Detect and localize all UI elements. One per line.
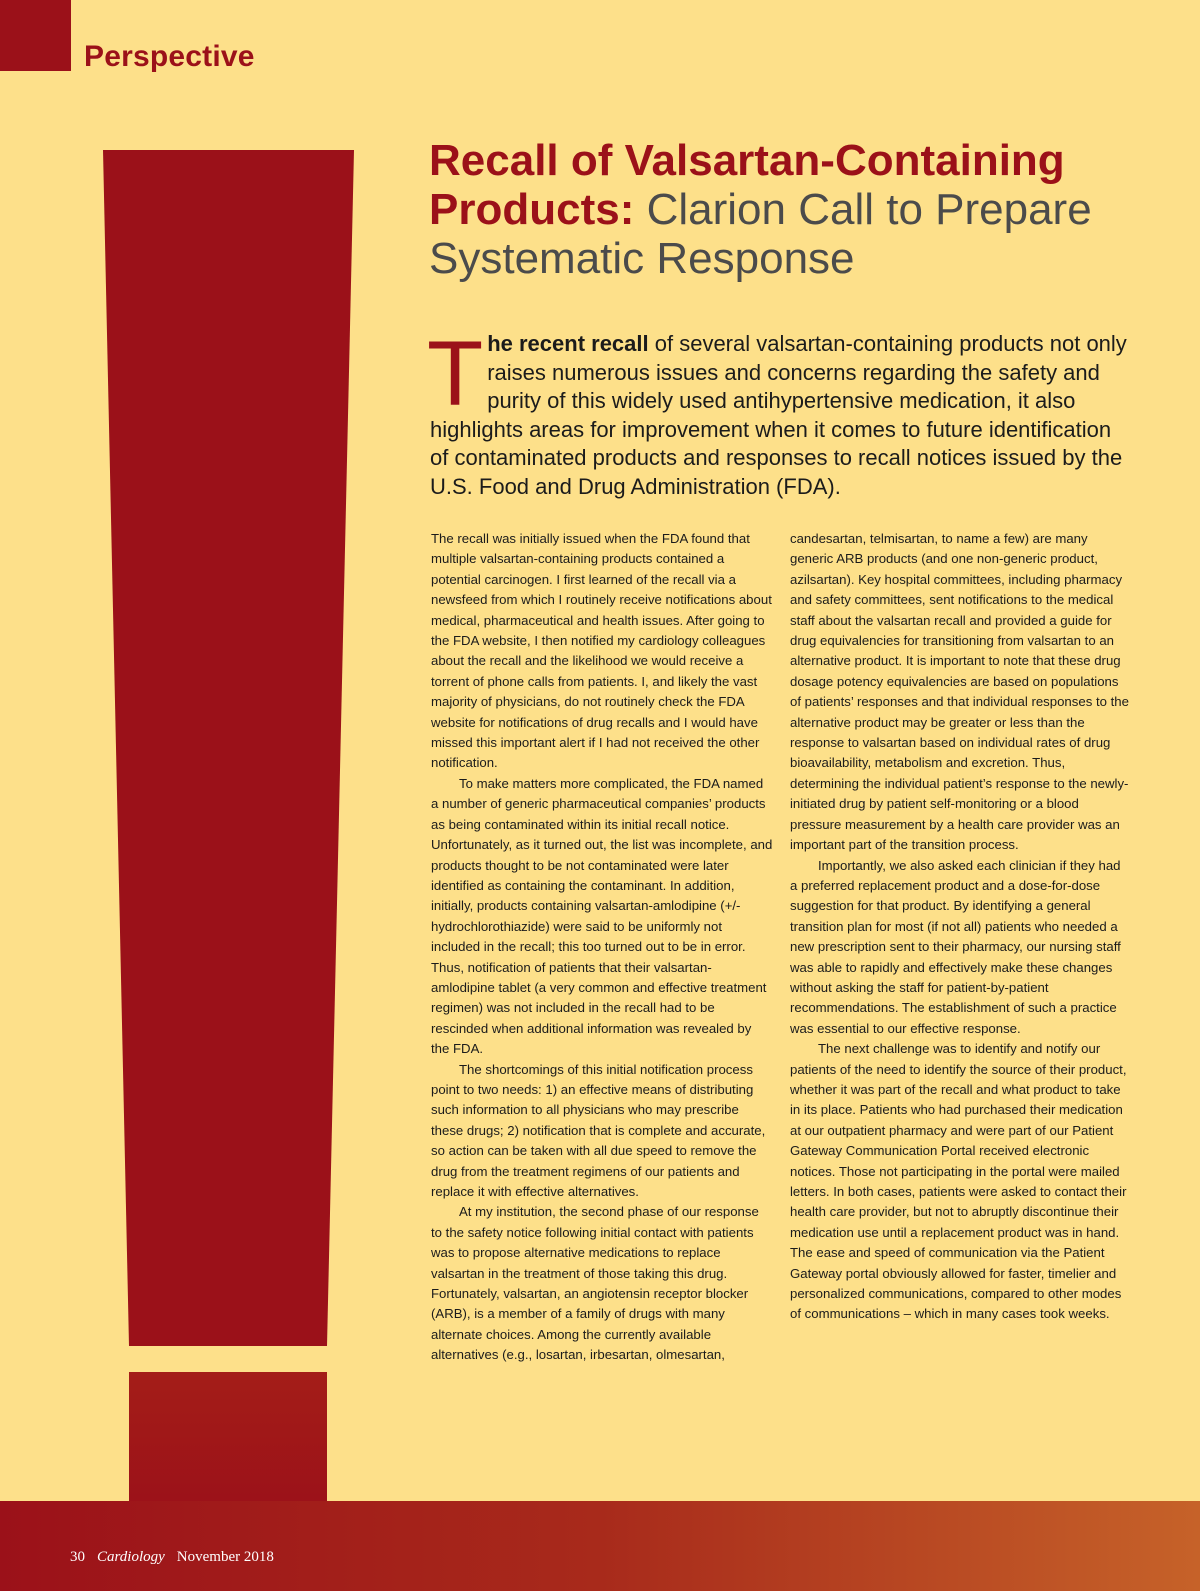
- body-paragraph: The next challenge was to identify and notify our patients of the need to identify the source of their product, whether it was part of the recall and what product to take in its place. Patients who had purchased their medication at our outpatient pharmacy and were part of our Patient Gateway Communication Portal received electronic notices. Those not participating in the portal were mailed letters. In both cases, patients were asked to contact their health care provider, but not to abruptly discontinue their medication use until a replacement product was in hand. The ease and speed of communication via the Patient Gateway portal obviously allowed for faster, timelier and personalized communications, compared to other modes of communications – which in many cases took weeks.: [790, 1041, 1127, 1322]
- body-paragraph: The recall was initially issued when the FDA found that multiple valsartan-containing products contained a potential carcinogen. I first learned of the recall via a newsfeed from which I routinely receive notifications about medical, pharmaceutical and health issues. After going to the FDA website, I then notified my cardiology colleagues about the recall and the likelihood we would receive a torrent of phone calls from patients. I, and likely the vast majority of physicians, do not routinely check the FDA website for notifications of drug recalls and I would have missed this important alert if I had not received the other notification.: [431, 531, 772, 771]
- article-title-subtitle: Clarion Call to Prepare Systematic Response: [429, 185, 1092, 283]
- footer-band: [0, 1501, 1200, 1591]
- body-paragraph: To make matters more complicated, the FDA named a number of generic pharmaceutical companies’ products as being contaminated within its initial recall notice. Unfortunately, as it turned out, the list was incomplete, and products thought to be not contaminated were later identified as containing the contaminant. In addition, initially, products containing valsartan-amlodipine (+/- hydrochlorothiazide) were said to be uniformly not included in the recall; this too turned out to be in error. Thus, notification of patients that their valsartan-amlodipine tablet (a very common and effective treatment regimen) was not included in the recall had to be rescinded when additional information was revealed by the FDA.: [431, 775, 773, 1057]
- body-paragraph: At my institution, the second phase of our response to the safety notice following initial contact with patients was to propose alternative medications to replace valsartan in the treatment of those taking this drug. Fortunately, valsartan, an angiotensin receptor blocker (ARB), is a member of a family of drugs with many alternate choices. Among the currently available alternatives (e.g., losartan, irbesartan, olmesartan,: [431, 1204, 759, 1363]
- exclamation-dot: [129, 1372, 327, 1512]
- issue-date: November 2018: [176, 1549, 274, 1565]
- body-column-right: [790, 529, 1130, 1325]
- article-title: [429, 136, 1149, 283]
- page-footer: [70, 1549, 274, 1566]
- section-label: Perspective: [84, 40, 255, 73]
- lede-lead-in: he recent recall: [487, 331, 649, 356]
- page-number: 30: [70, 1549, 85, 1565]
- lede-paragraph: [427, 323, 1130, 502]
- article-title-bold: Recall of Valsartan-Containing Products:: [429, 136, 1065, 234]
- body-paragraph: Importantly, we also asked each clinician if they had a preferred replacement product and a dose-for-dose suggestion for that product. By identifying a general transition plan for most (if not all) patients who needed a new prescription sent to their pharmacy, our nursing staff was able to rapidly and effectively make these changes without asking the staff for patient-by-patient recommendations. The establishment of such a practice was essential to our effective response.: [790, 857, 1121, 1036]
- exclamation-bar: [103, 150, 354, 1346]
- lede-text: of several valsartan-containing products not only raises numerous issues and concerns regarding the safety and purity of this widely used antihypertensive medication, it also highlights areas for improvement when it comes to future identification of contaminated products and responses to recall notices issued by the U.S. Food and Drug Administration (FDA).: [430, 331, 1127, 499]
- body-paragraph: candesartan, telmisartan, to name a few) are many generic ARB products (and one non-generic product, azilsartan). Key hospital committees, including pharmacy and safety committees, sent notifications to the medical staff about the valsartan recall and provided a guide for drug equivalencies for transitioning from valsartan to an alternative product. It is important to note that these drug dosage potency equivalencies are based on populations of patients’ responses and that individual responses to the alternative product may be greater or less than the response to valsartan based on individual rates of drug bioavailability, metabolism and excretion. Thus, determining the individual patient’s response to the newly-initiated drug by patient self-monitoring or a blood pressure measurement by a health care provider was an important part of the transition process.: [790, 531, 1129, 853]
- body-column-left: [431, 529, 773, 1366]
- body-paragraph: The shortcomings of this initial notification process point to two needs: 1) an effective means of distributing such information to all physicians who may prescribe these drugs; 2) notification that is complete and accurate, so action can be taken with all due speed to remove the drug from the treatment regimens of our patients and replace it with effective alternatives.: [431, 1061, 766, 1199]
- journal-name: Cardiology: [97, 1549, 165, 1565]
- drop-cap: T: [427, 323, 484, 425]
